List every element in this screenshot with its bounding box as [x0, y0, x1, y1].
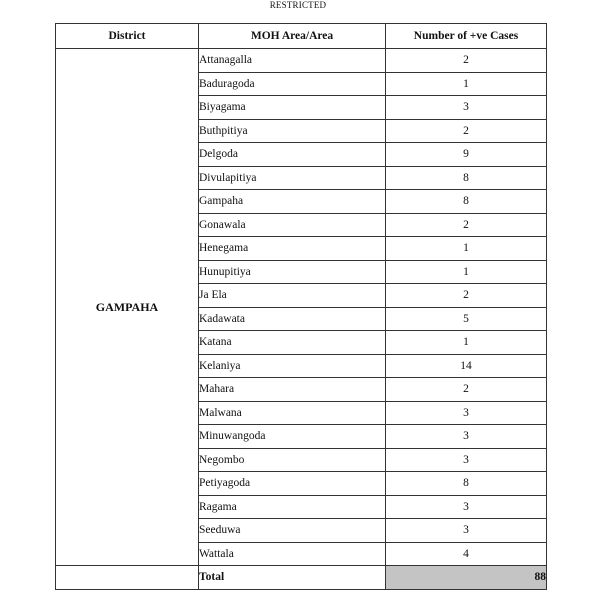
case-count-cell: 14: [386, 354, 547, 378]
case-count-cell: 1: [386, 331, 547, 355]
case-count-cell: 5: [386, 307, 547, 331]
moh-area-cell: Petiyagoda: [199, 472, 386, 496]
moh-area-cell: Kelaniya: [199, 354, 386, 378]
total-district-blank: [56, 566, 199, 590]
header-district: District: [56, 24, 199, 49]
case-count-cell: 3: [386, 519, 547, 543]
table-row: [56, 49, 547, 73]
moh-area-cell: Mahara: [199, 378, 386, 402]
case-count-cell: 2: [386, 213, 547, 237]
case-count-cell: 2: [386, 284, 547, 308]
total-label: Total: [199, 566, 386, 590]
moh-area-cell: Buthpitiya: [199, 119, 386, 143]
moh-area-cell: Seeduwa: [199, 519, 386, 543]
moh-area-cell: Malwana: [199, 401, 386, 425]
moh-area-cell: Wattala: [199, 542, 386, 566]
case-count-cell: 3: [386, 96, 547, 120]
moh-area-cell: Ragama: [199, 495, 386, 519]
total-value: 88: [386, 566, 547, 590]
moh-area-cell: Katana: [199, 331, 386, 355]
table-body: [56, 49, 547, 590]
case-count-cell: 2: [386, 49, 547, 73]
moh-area-cell: Delgoda: [199, 143, 386, 167]
moh-area-cell: Gonawala: [199, 213, 386, 237]
case-count-cell: 3: [386, 448, 547, 472]
moh-area-cell: Gampaha: [199, 190, 386, 214]
case-count-cell: 4: [386, 542, 547, 566]
case-count-cell: 3: [386, 425, 547, 449]
header-row: [56, 24, 547, 49]
case-count-cell: 1: [386, 72, 547, 96]
case-count-cell: 8: [386, 190, 547, 214]
moh-area-cell: Kadawata: [199, 307, 386, 331]
district-cell: GAMPAHA: [56, 49, 199, 566]
case-count-cell: 2: [386, 378, 547, 402]
cases-table: [55, 23, 547, 590]
moh-area-cell: Minuwangoda: [199, 425, 386, 449]
moh-area-cell: Negombo: [199, 448, 386, 472]
moh-area-cell: Ja Ela: [199, 284, 386, 308]
moh-area-cell: Biyagama: [199, 96, 386, 120]
moh-area-cell: Henegama: [199, 237, 386, 261]
case-count-cell: 1: [386, 237, 547, 261]
header-moh-area: MOH Area/Area: [199, 24, 386, 49]
moh-area-cell: Attanagalla: [199, 49, 386, 73]
moh-area-cell: Baduragoda: [199, 72, 386, 96]
case-count-cell: 8: [386, 472, 547, 496]
case-count-cell: 8: [386, 166, 547, 190]
case-count-cell: 9: [386, 143, 547, 167]
header-case-count: Number of +ve Cases: [386, 24, 547, 49]
table-header: [56, 24, 547, 49]
moh-area-cell: Hunupitiya: [199, 260, 386, 284]
case-count-cell: 2: [386, 119, 547, 143]
classification-marking: RESTRICTED: [269, 0, 327, 10]
case-count-cell: 1: [386, 260, 547, 284]
case-count-cell: 3: [386, 401, 547, 425]
moh-area-cell: Divulapitiya: [199, 166, 386, 190]
total-row: [56, 566, 547, 590]
case-count-cell: 3: [386, 495, 547, 519]
